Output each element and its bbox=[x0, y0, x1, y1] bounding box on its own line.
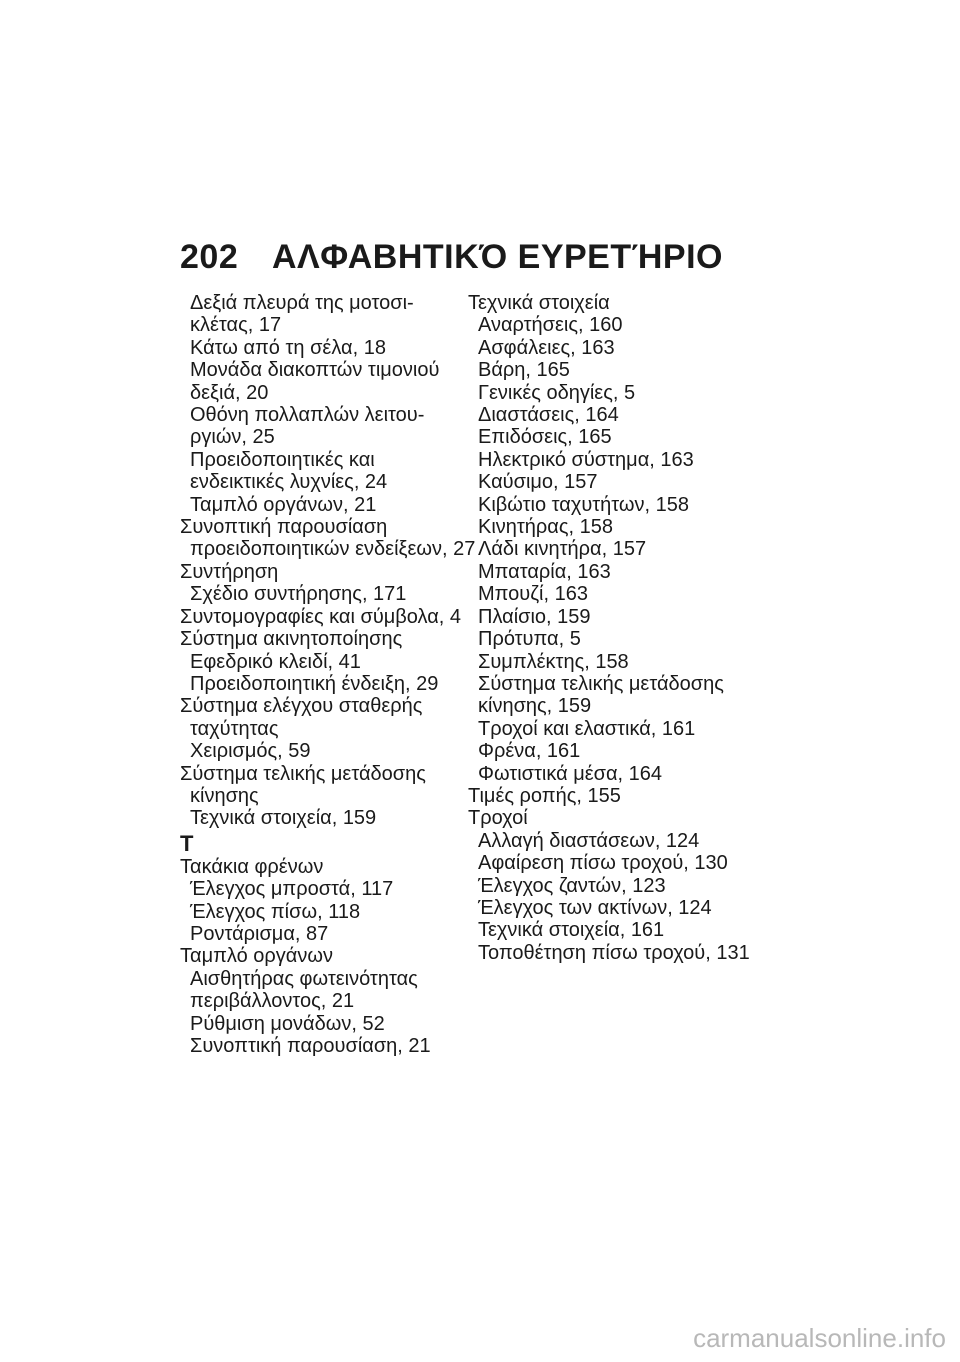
index-subentry: Φρένα, 161 bbox=[478, 740, 581, 763]
index-subentry: Τροχοί και ελαστικά, 161 bbox=[478, 717, 696, 740]
index-subentry: Χειρισμός, 59 bbox=[190, 740, 311, 763]
index-subentry: κίνησης bbox=[190, 784, 259, 807]
index-subentry: Βάρη, 165 bbox=[478, 359, 570, 382]
index-subentry: Έλεγχος ζαντών, 123 bbox=[478, 874, 666, 897]
index-subentry: Κάτω από τη σέλα, 18 bbox=[190, 336, 386, 359]
index-subentry: Εφεδρικό κλειδί, 41 bbox=[190, 650, 361, 673]
index-subentry: Τοποθέτηση πίσω τροχού, 131 bbox=[478, 941, 750, 964]
index-subentry: Ροντάρισμα, 87 bbox=[190, 922, 329, 945]
index-entry: Συνοπτική παρουσίαση bbox=[180, 516, 388, 539]
index-subentry: Ρύθμιση μονάδων, 52 bbox=[190, 1012, 385, 1035]
index-subentry: Ασφάλειες, 163 bbox=[478, 336, 615, 359]
index-entry: Σύστημα ελέγχου σταθερής bbox=[180, 695, 423, 718]
index-subentry: Δεξιά πλευρά της μοτοσι- bbox=[190, 292, 414, 314]
index-subentry: ενδεικτικές λυχνίες, 24 bbox=[190, 471, 388, 494]
index-subentry: ργιών, 25 bbox=[190, 426, 275, 449]
index-subentry: Αφαίρεση πίσω τροχού, 130 bbox=[478, 852, 728, 875]
index-subentry: Προειδοποιητικές και bbox=[190, 448, 375, 471]
index-subentry: Ηλεκτρικό σύστημα, 163 bbox=[478, 448, 694, 471]
index-subentry: Διαστάσεις, 164 bbox=[478, 404, 619, 427]
index-subentry: Γενικές οδηγίες, 5 bbox=[478, 381, 636, 404]
index-subentry: Μπαταρία, 163 bbox=[478, 560, 611, 583]
index-subentry: Προειδοποιητική ένδειξη, 29 bbox=[190, 672, 439, 695]
index-subentry: Πρότυπα, 5 bbox=[478, 628, 581, 651]
index-subentry: Ταμπλό οργάνων, 21 bbox=[190, 493, 377, 516]
index-entry: Τροχοί bbox=[468, 807, 528, 830]
watermark-text: carmanualsonline.info bbox=[693, 1323, 946, 1353]
index-subentry: Οθόνη πολλαπλών λειτου- bbox=[190, 404, 425, 427]
index-subentry: κλέτας, 17 bbox=[190, 314, 282, 337]
index-entry: Συντήρηση bbox=[180, 560, 279, 583]
index-column-right bbox=[468, 292, 750, 964]
index-subentry: Έλεγχος των ακτίνων, 124 bbox=[478, 896, 712, 919]
index-subentry: Έλεγχος πίσω, 118 bbox=[190, 900, 361, 923]
page-number: 202 bbox=[180, 238, 239, 276]
index-subentry: Μπουζί, 163 bbox=[478, 583, 588, 606]
index-subentry: Αισθητήρας φωτεινότητας bbox=[190, 967, 418, 990]
index-subentry: Μονάδα διακοπτών τιμονιού bbox=[190, 359, 440, 382]
index-entry: Τιμές ροπής, 155 bbox=[468, 784, 621, 807]
page-header bbox=[180, 238, 723, 277]
index-subentry: Έλεγχος μπροστά, 117 bbox=[190, 878, 394, 901]
index-subentry: Κινητήρας, 158 bbox=[478, 516, 613, 539]
index-entry: Τακάκια φρένων bbox=[180, 855, 324, 878]
index-subentry: ταχύτητας bbox=[190, 717, 279, 740]
index-subentry: Φωτιστικά μέσα, 164 bbox=[478, 762, 663, 785]
index-subentry: Σχέδιο συντήρησης, 171 bbox=[190, 583, 407, 606]
page-title: ΑΛΦΑΒΗΤΙΚΌ ΕΥΡΕΤΉΡΙΟ bbox=[272, 238, 723, 276]
index-subentry: Τεχνικά στοιχεία, 161 bbox=[478, 919, 665, 942]
index-subentry: Αναρτήσεις, 160 bbox=[478, 314, 623, 337]
index-subentry: Καύσιμο, 157 bbox=[478, 471, 598, 494]
index-subentry: Επιδόσεις, 165 bbox=[478, 426, 612, 449]
index-subentry: προειδοποιητικών ενδείξεων, 27 bbox=[190, 538, 476, 561]
index-subentry: κίνησης, 159 bbox=[478, 695, 592, 718]
index-subentry: Συμπλέκτης, 158 bbox=[478, 650, 629, 673]
index-entry: Συντομογραφίες και σύμβολα, 4 bbox=[180, 605, 462, 628]
index-column-left bbox=[180, 292, 476, 1057]
index-subentry: Κιβώτιο ταχυτήτων, 158 bbox=[478, 493, 689, 516]
index-entry: Σύστημα τελικής μετάδοσης bbox=[180, 762, 426, 785]
index-entry: Σύστημα ακινητοποίησης bbox=[180, 628, 403, 651]
index-subentry: Λάδι κινητήρα, 157 bbox=[478, 538, 647, 561]
index-entry: Ταμπλό οργάνων bbox=[180, 945, 333, 968]
index-entry: Τεχνικά στοιχεία bbox=[468, 292, 610, 314]
index-subentry: Αλλαγή διαστάσεων, 124 bbox=[478, 829, 700, 852]
index-letter-heading: Τ bbox=[180, 830, 194, 856]
index-subentry: Συνοπτική παρουσίαση, 21 bbox=[190, 1035, 431, 1057]
index-subentry: δεξιά, 20 bbox=[190, 381, 269, 404]
index-subentry: Τεχνικά στοιχεία, 159 bbox=[190, 807, 377, 830]
index-subentry: Σύστημα τελικής μετάδοσης bbox=[478, 672, 724, 695]
index-subentry: περιβάλλοντος, 21 bbox=[190, 990, 355, 1013]
index-subentry: Πλαίσιο, 159 bbox=[478, 605, 591, 628]
